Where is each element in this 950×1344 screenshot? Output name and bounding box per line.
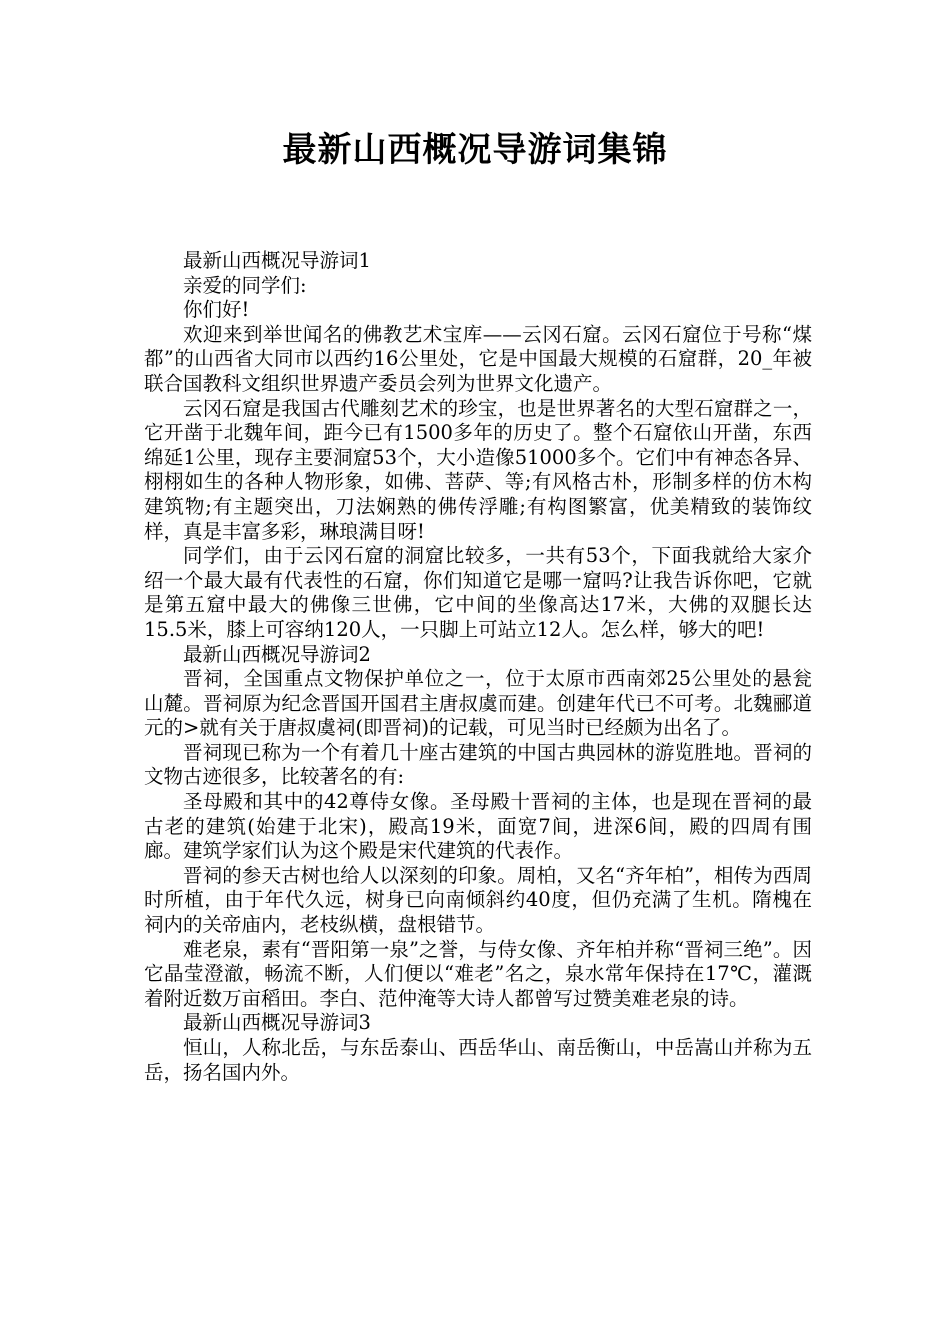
body-paragraph: 晋祠，全国重点文物保护单位之一，位于太原市西南郊25公里处的悬瓮山麓。晋祠原为纪念晋国开国君主唐叔虞而建。创建年代已不可考。北魏郦道元的>就有关于唐叔虞祠(即晋祠)的记载，可见当时已经颇为出名了。	[144, 667, 812, 740]
body-paragraph: 圣母殿和其中的42尊侍女像。圣母殿十晋祠的主体，也是现在晋祠的最古老的建筑(始建于北宋)，殿高19米，面宽7间，进深6间，殿的四周有围廊。建筑学家们认为这个殿是宋代建筑的代表作。	[144, 790, 812, 863]
document-body	[144, 249, 812, 1085]
body-paragraph: 晋祠现已称为一个有着几十座古建筑的中国古典园林的游览胜地。晋祠的文物古迹很多，比较著名的有:	[144, 740, 812, 789]
body-paragraph: 同学们，由于云冈石窟的洞窟比较多，一共有53个，下面我就给大家介绍一个最大最有代表性的石窟，你们知道它是哪一窟吗?让我告诉你吧，它就是第五窟中最大的佛像三世佛，它中间的坐像高达17米，大佛的双腿长达15.5米，膝上可容纳120人，一只脚上可站立12人。怎么样，够大的吧!	[144, 544, 812, 641]
document-title: 最新山西概况导游词集锦	[282, 130, 668, 170]
body-paragraph: 难老泉，素有“晋阳第一泉”之誉，与侍女像、齐年柏并称“晋祠三绝”。因它晶莹澄澈，畅流不断，人们便以“难老”名之，泉水常年保持在17℃，灌溉着附近数万亩稻田。李白、范仲淹等大诗人都曾写过赞美难老泉的诗。	[144, 937, 812, 1010]
body-paragraph: 云冈石窟是我国古代雕刻艺术的珍宝，也是世界著名的大型石窟群之一，它开凿于北魏年间，距今已有1500多年的历史了。整个石窟依山开凿，东西绵延1公里，现存主要洞窟53个，大小造像51000多个。它们中有神态各异、栩栩如生的各种人物形象，如佛、菩萨、等;有风格古朴，形制多样的仿木构建筑物;有主题突出，刀法娴熟的佛传浮雕;有构图繁富，优美精致的装饰纹样，真是丰富多彩，琳琅满目呀!	[144, 396, 812, 543]
section-heading-2: 最新山西概况导游词2	[183, 642, 371, 666]
body-paragraph: 恒山，人称北岳，与东岳泰山、西岳华山、南岳衡山，中岳嵩山并称为五岳，扬名国内外。	[144, 1036, 812, 1084]
section-heading-1: 最新山西概况导游词1	[183, 249, 371, 272]
greeting-line: 亲爱的同学们:	[183, 273, 307, 297]
body-paragraph: 晋祠的参天古树也给人以深刻的印象。周柏，又名“齐年柏”，相传为西周时所植，由于年代久远，树身已向南倾斜约40度，但仍充满了生机。隋槐在祠内的关帝庙内，老枝纵横，盘根错节。	[144, 863, 812, 937]
body-paragraph: 欢迎来到举世闻名的佛教艺术宝库——云冈石窟。云冈石窟位于号称“煤都”的山西省大同市以西约16公里处，它是中国最大规模的石窟群，20_年被联合国教科文组织世界遗产委员会列为世界文化遗产。	[144, 322, 812, 395]
greeting-line: 你们好!	[183, 298, 250, 322]
section-heading-3: 最新山西概况导游词3	[183, 1011, 371, 1035]
